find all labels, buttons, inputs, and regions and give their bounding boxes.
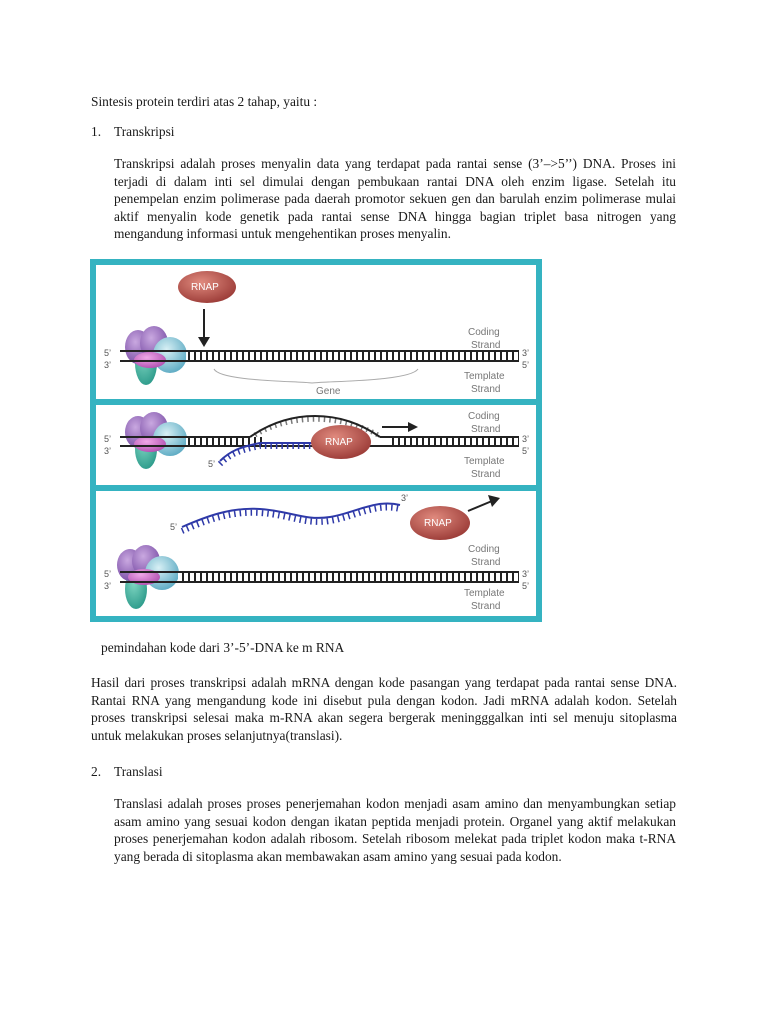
coding-strand-label: Coding (468, 544, 500, 555)
end-label-5: 5’ (522, 581, 530, 591)
end-label-5: 5’ (522, 446, 530, 456)
end-label-5: 5’ (104, 569, 112, 579)
template-strand-label: Template (464, 588, 505, 599)
coding-strand-label: Strand (471, 424, 501, 435)
end-label-3: 3’ (104, 581, 112, 591)
transkripsi-paragraph: Transkripsi adalah proses menyalin data yang terdapat pada rantai sense (3’–>5’’) DNA. Proses ini terjadi di dalam inti sel dimulai dengan pembukaan rantai DNA oleh enzim ligase. Setelah itu penempelan enzim polimerase pada daerah promotor sekuen gen dan barulah enzim polimerase mulai aktif menyalin kode genetik pada rantai sense DNA hingga bagian triplet basa nitrogen yang mengandung informasi untuk mengehentikan proses menyalin. (114, 156, 676, 241)
end-label-3: 3’ (522, 434, 530, 444)
end-label-3: 3’ (104, 360, 112, 370)
end-label-5: 5’ (522, 360, 530, 370)
section-heading-transkripsi (91, 123, 175, 141)
rnap-label: RNAP (191, 282, 219, 293)
template-strand-label: Template (464, 371, 505, 382)
template-strand-label: Strand (471, 384, 501, 395)
end-label-5: 5’ (104, 348, 112, 358)
template-strand-label: Strand (471, 469, 501, 480)
end-label-5: 5’ (104, 434, 112, 444)
dna-ladder-1 (186, 351, 519, 361)
end-label-5: 5’ (170, 522, 178, 532)
end-label-3: 3’ (104, 446, 112, 456)
figure-caption: pemindahan kode dari 3’-5’-DNA ke m RNA (101, 640, 345, 655)
end-label-5: 5’ (208, 459, 216, 469)
transcription-diagram (90, 259, 542, 622)
rnap-label: RNAP (325, 437, 353, 448)
coding-strand-label: Coding (468, 327, 500, 338)
template-strand-label: Strand (471, 601, 501, 612)
section-number: 1. (91, 124, 102, 139)
section-title: Transkripsi (114, 124, 175, 139)
gene-label: Gene (316, 386, 341, 397)
dna-ladder-2b (390, 437, 519, 446)
section-number: 2. (91, 764, 102, 779)
hasil-paragraph: Hasil dari proses transkripsi adalah mRNA dengan kode pasangan yang terdapat pada rantai sense DNA. Rantai RNA yang mengandung kode ini disebut pula dengan kodon. Jadi mRNA adalah kodon. Setelah proses transkripsi selesai maka m-RNA akan segera bergerak meningggalkan inti sel menuju sitoplasma untuk melakukan proses selanjutnya(translasi). (91, 675, 677, 743)
intro-text: Sintesis protein terdiri atas 2 tahap, yaitu : (91, 94, 318, 109)
section-title: Translasi (114, 764, 163, 779)
dna-ladder-3 (178, 572, 519, 582)
coding-strand-label: Strand (471, 557, 501, 568)
end-label-3: 3’ (401, 493, 409, 503)
section-heading-translasi (91, 763, 163, 781)
end-label-3: 3’ (522, 348, 530, 358)
coding-strand-label: Coding (468, 411, 500, 422)
coding-strand-label: Strand (471, 340, 501, 351)
translasi-paragraph: Translasi adalah proses proses penerjemahan kodon menjadi asam amino dan menyambungkan setiap asam amino yang sesuai kodon dengan ikatan peptida menjadi protein. Organel yang aktif melakukan proses penerjemahan kodon adalah ribosom. Setelah ribosom melekat pada triplet kodon maka t-RNA yang berada di sitoplasma akan membawakan asam amino yang sesuai pada kodon. (114, 796, 676, 864)
template-strand-label: Template (464, 456, 505, 467)
rnap-label: RNAP (424, 518, 452, 529)
end-label-3: 3’ (522, 569, 530, 579)
